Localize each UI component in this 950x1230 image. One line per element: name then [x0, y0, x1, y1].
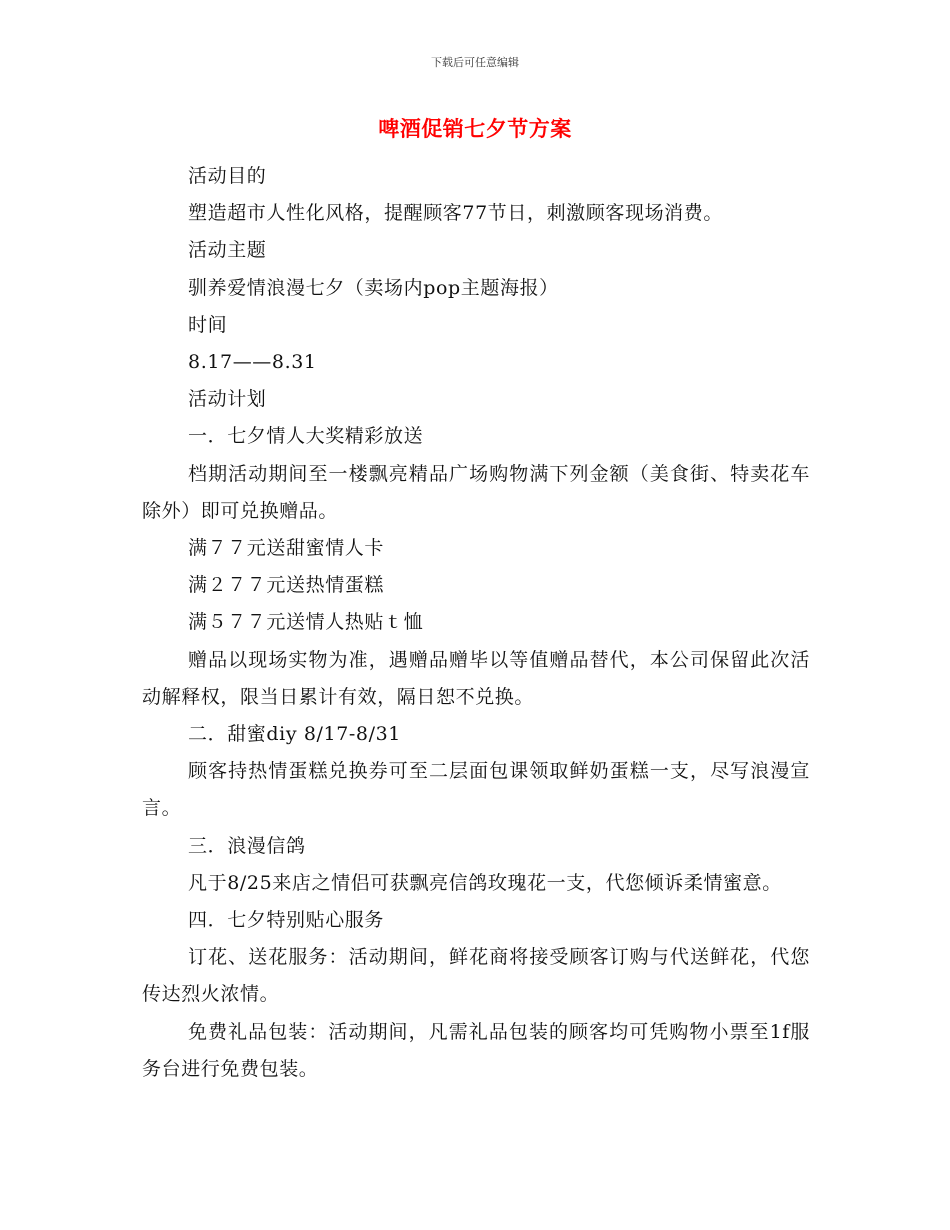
- paragraph-section-1-body: 档期活动期间至一楼飘亮精品广场购物满下列金额（美食街、特卖花车除外）即可兑换赠品。: [142, 462, 810, 522]
- paragraph-section-4-heading: 四．七夕特别贴心服务: [188, 909, 385, 932]
- paragraph-gift-wrap-service: 免费礼品包装：活动期间，凡需礼品包装的顾客均可凭购物小票至1f服务台进行免费包装。: [142, 1020, 810, 1080]
- paragraph-section-3-body: 凡于8/25来店之情侣可获飘亮信鸽玫瑰花一支，代您倾诉柔情蜜意。: [188, 871, 782, 894]
- paragraph-section-3-heading: 三．浪漫信鸽: [188, 834, 306, 857]
- paragraph-flower-service: 订花、送花服务：活动期间，鲜花商将接受顾客订购与代送鲜花，代您传达烈火浓情。: [142, 946, 810, 1006]
- paragraph-theme-heading: 活动主题: [188, 239, 267, 262]
- paragraph-purpose-heading: 活动目的: [188, 165, 267, 187]
- paragraph-time-heading: 时间: [188, 313, 228, 336]
- paragraph-plan-heading: 活动计划: [188, 388, 267, 411]
- paragraph-section-2-body: 顾客持热情蛋糕兑换券可至二层面包课领取鲜奶蛋糕一支，尽写浪漫宣言。: [142, 760, 810, 820]
- document-title: 啤酒促销七夕节方案: [378, 116, 572, 141]
- paragraph-section-1-heading: 一．七夕情人大奖精彩放送: [188, 425, 424, 448]
- paragraph-time: 8.17——8.31: [188, 351, 317, 374]
- paragraph-gift-277: 满２７７元送热情蛋糕: [188, 574, 385, 597]
- document-body: [142, 158, 810, 1088]
- paragraph-gift-77: 满７７元送甜蜜情人卡: [188, 537, 385, 560]
- paragraph-theme: 驯养爱情浪漫七夕（卖场内pop主题海报）: [188, 276, 559, 299]
- paragraph-gift-terms: 赠品以现场实物为准，遇赠品赠毕以等值赠品替代，本公司保留此次活动解释权，限当日累计有效，隔日恕不兑换。: [142, 648, 810, 708]
- paragraph-section-2-heading: 二．甜蜜diy 8/17-8/31: [188, 723, 401, 746]
- header-note: 下载后可任意编辑: [431, 56, 519, 69]
- paragraph-purpose: 塑造超市人性化风格，提醒顾客77节日，刺激顾客现场消费。: [188, 202, 723, 225]
- paragraph-gift-577: 满５７７元送情人热贴ｔ恤: [188, 611, 424, 634]
